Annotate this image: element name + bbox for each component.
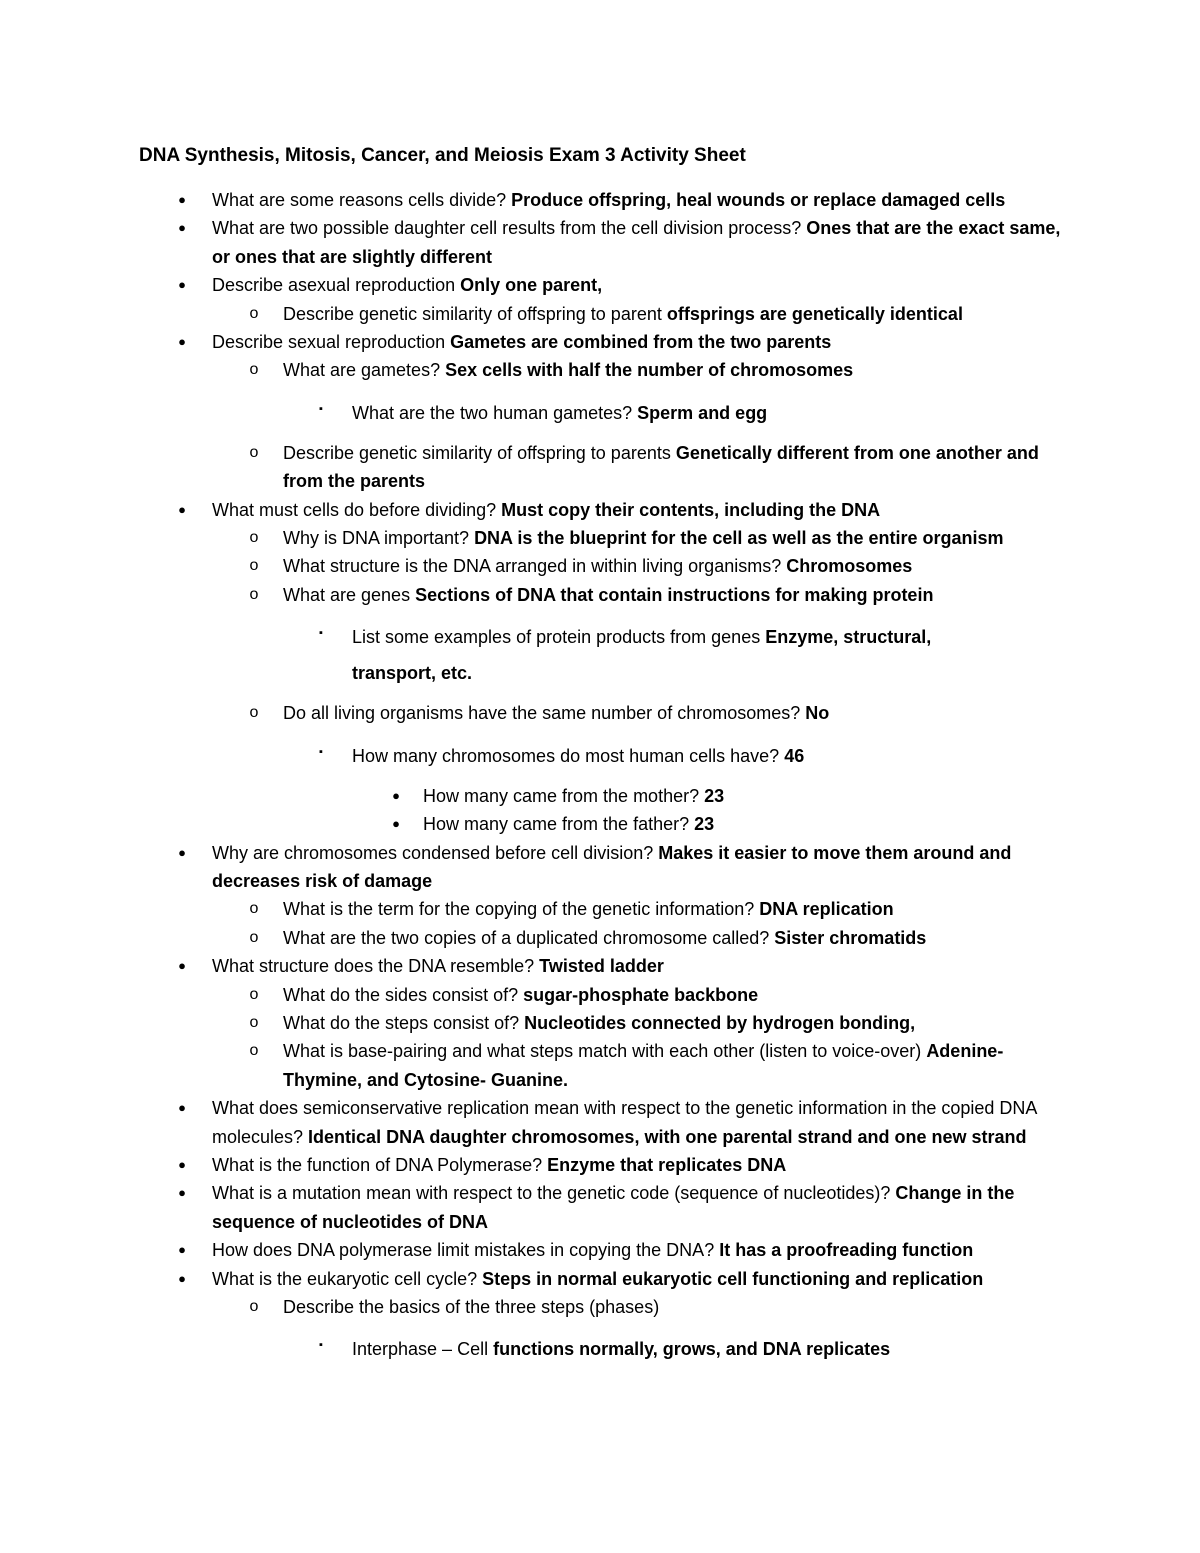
circle-bullet-icon: o [249,529,259,547]
question-text: What are the two copies of a duplicated chromosome called? [283,927,775,948]
list-item [0,1151,1200,1179]
question-text: What are gametes? [283,360,446,381]
bullet-icon: ● [178,1270,186,1286]
circle-bullet-icon: o [249,1013,259,1031]
answer-text: Adenine-Thymine, and Cytosine- Guanine. [283,1041,1004,1090]
document-title: DNA Synthesis, Mitosis, Cancer, and Meiosis Exam 3 Activity Sheet [139,145,746,166]
bullet-icon: ● [178,1242,186,1258]
list-item [0,699,1200,727]
bullet-icon: ● [178,501,186,517]
item-text [352,395,1012,431]
circle-bullet-icon: o [249,557,259,575]
question-text: Describe sexual reproduction [212,332,451,353]
question-text: What is the term for the copying of the genetic information? [283,899,760,920]
question-text: What are genes [283,584,416,605]
answer-text: Ones that are the exact same, or ones that are slightly different [212,218,1061,267]
answer-text: Must copy their contents, including the DNA [501,499,881,520]
item-text [212,952,1062,980]
answer-text: Gametes are combined from the two parents [450,332,832,353]
bullet-icon: ● [178,277,186,293]
question-text: What structure does the DNA resemble? [212,956,540,977]
item-text [212,214,1062,271]
bullet-icon: ● [392,816,400,832]
list-item [0,981,1200,1009]
answer-text: 23 [704,785,725,806]
list-item [0,1236,1200,1264]
answer-text: Sperm and egg [637,402,768,423]
square-bullet-icon: ▪ [319,402,323,415]
answer-text: 46 [784,745,805,766]
circle-bullet-icon: o [249,304,259,322]
list-item [0,328,1200,356]
question-text: Why is DNA important? [283,528,475,549]
answer-text: Sister chromatids [774,927,927,948]
bullet-icon: ● [178,1156,186,1172]
list-item [0,1009,1200,1037]
question-text: What does semiconservative replication mean with respect to the genetic information in the copied DNA molecules? [212,1098,1037,1147]
question-text: What is the function of DNA Polymerase? [212,1154,548,1175]
list-item [0,1265,1200,1293]
item-text [283,1037,1058,1094]
answer-text: Sections of DNA that contain instructions for making protein [415,584,934,605]
circle-bullet-icon: o [249,928,259,946]
answer-text: Enzyme that replicates DNA [547,1154,787,1175]
item-text [283,699,1058,727]
question-text: What are the two human gametes? [352,402,638,423]
list-item [0,738,1200,774]
item-text [212,839,1062,896]
list-item [0,619,1200,691]
square-bullet-icon: ▪ [319,627,323,640]
item-text [212,186,1062,214]
bullet-icon: ● [178,1100,186,1116]
item-text [283,439,1058,496]
list-item [0,924,1200,952]
item-text [212,1265,1062,1293]
question-text: What structure is the DNA arranged in within living organisms? [283,556,787,577]
answer-text: Chromosomes [786,556,913,577]
circle-bullet-icon: o [249,443,259,461]
answer-text: Produce offspring, heal wounds or replace damaged cells [511,190,1006,210]
bullet-icon: ● [178,192,186,207]
question-text: What do the steps consist of? [283,1012,525,1033]
item-text [212,496,1062,524]
answer-text: offsprings are genetically identical [666,303,963,324]
answer-text: Sex cells with half the number of chromosomes [445,360,854,381]
question-text: Describe the basics of the three steps (phases) [283,1297,660,1317]
list-item [0,581,1200,609]
question-text: What do the sides consist of? [283,984,524,1005]
list-item [0,1094,1200,1151]
answer-text: DNA replication [759,899,894,920]
list-item [0,214,1200,271]
bullet-icon: ● [392,787,400,803]
item-text [212,1151,1062,1179]
answer-text: Steps in normal eukaryotic cell functioning and replication [482,1268,984,1289]
circle-bullet-icon: o [249,900,259,918]
answer-text: Genetically different from one another and from the parents [283,442,1039,492]
question-text: Describe asexual reproduction [212,275,461,296]
question-text: What is a mutation mean with respect to the genetic code (sequence of nucleotides)? [212,1183,896,1204]
answer-text: sugar-phosphate backbone [523,984,759,1005]
list-item [0,524,1200,552]
list-item [0,895,1200,923]
item-text [352,619,1012,691]
outline-list [0,186,1200,1375]
item-text [283,924,1058,952]
question-text: How many chromosomes do most human cells have? [352,745,785,766]
list-item [0,552,1200,580]
list-item [0,1037,1200,1094]
answer-text: Makes it easier to move them around and decreases risk of damage [212,842,1012,891]
question-text: What are some reasons cells divide? [212,190,512,210]
list-item [0,300,1200,328]
question-text: Describe genetic similarity of offspring to parents [283,442,676,463]
circle-bullet-icon: o [249,1298,259,1315]
question-text: How many came from the mother? [423,785,705,806]
question-text: What is the eukaryotic cell cycle? [212,1268,483,1289]
question-text: What is base-pairing and what steps match with each other (listen to voice-over) [283,1041,927,1062]
question-text: List some examples of protein products from genes [352,627,766,648]
answer-text: DNA is the blueprint for the cell as well as the entire organism [474,528,1004,549]
list-item [0,395,1200,431]
question-text: What must cells do before dividing? [212,499,502,520]
square-bullet-icon: ▪ [319,745,323,758]
list-item [0,356,1200,384]
list-item [0,782,1200,810]
question-text: Why are chromosomes condensed before cell division? [212,842,659,863]
question-text: Describe genetic similarity of offspring to parent [283,303,667,324]
question-text: How does DNA polymerase limit mistakes in copying the DNA? [212,1240,720,1261]
item-text [283,1009,1058,1037]
item-text [352,738,1012,774]
answer-text: functions normally, grows, and DNA replicates [493,1339,891,1360]
item-text [283,552,1058,580]
item-text [212,1236,1062,1264]
circle-bullet-icon: o [249,361,259,379]
list-item [0,952,1200,980]
item-text [283,524,1058,552]
answer-text: 23 [694,814,715,835]
item-text [283,300,1058,328]
item-text [283,1293,1058,1321]
answer-text: Enzyme, structural, transport, etc. [352,627,932,684]
answer-text: Nucleotides connected by hydrogen bonding, [524,1012,916,1033]
item-text [423,810,1043,838]
answer-text: No [805,703,830,724]
circle-bullet-icon: o [249,1042,259,1060]
item-text [212,271,1062,299]
item-text [352,1331,1012,1367]
circle-bullet-icon: o [249,585,259,603]
item-text [212,328,1062,356]
list-item [0,1179,1200,1236]
circle-bullet-icon: o [249,704,259,722]
item-text [212,1094,1062,1151]
item-text [283,356,1058,384]
item-text [283,581,1058,609]
question-text: What are two possible daughter cell results from the cell division process? [212,218,807,239]
item-text [283,981,1058,1009]
item-text [212,1179,1062,1236]
list-item [0,496,1200,524]
answer-text: Change in the sequence of nucleotides of DNA [212,1183,1015,1232]
bullet-icon: ● [178,958,186,974]
item-text [423,782,1043,810]
item-text [283,895,1058,923]
answer-text: Twisted ladder [539,956,664,977]
list-item [0,186,1200,214]
list-item [0,439,1200,496]
square-bullet-icon: ▪ [319,1339,323,1352]
answer-text: Only one parent, [460,275,603,296]
question-text: How many came from the father? [423,814,695,835]
bullet-icon: ● [178,1185,186,1201]
bullet-icon: ● [178,844,186,860]
answer-text: Identical DNA daughter chromosomes, with one parental strand and one new strand [308,1126,1027,1147]
list-item [0,271,1200,299]
bullet-icon: ● [178,220,186,236]
bullet-icon: ● [178,334,186,350]
circle-bullet-icon: o [249,985,259,1003]
list-item [0,839,1200,896]
question-text: Interphase – Cell [352,1339,494,1360]
list-item [0,810,1200,838]
list-item [0,1293,1200,1321]
question-text: Do all living organisms have the same number of chromosomes? [283,703,806,724]
list-item [0,1331,1200,1367]
answer-text: It has a proofreading function [719,1240,974,1261]
